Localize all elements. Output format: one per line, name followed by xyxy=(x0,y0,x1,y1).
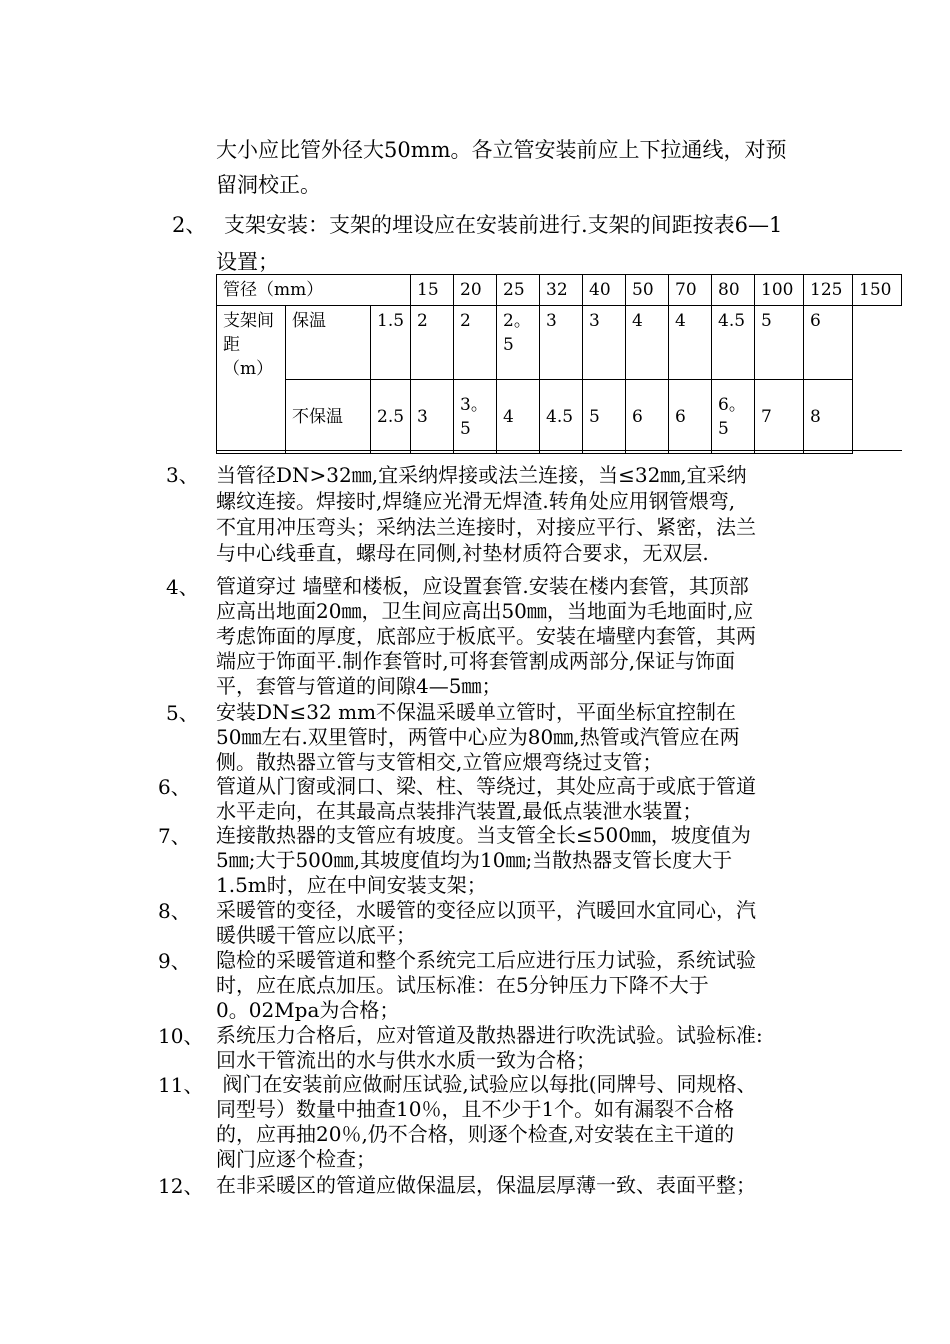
table-header-row xyxy=(217,275,902,306)
value-cell: 6 xyxy=(804,306,853,380)
value-cell: 2 xyxy=(454,306,497,380)
diameter-cell: 40 xyxy=(583,275,626,306)
item-number: 5、 xyxy=(166,701,199,725)
table-row-insulated xyxy=(217,306,902,380)
item-text: 在非采暖区的管道应做保温层，保温层厚薄一致、表面平整； xyxy=(216,1173,756,1197)
header-label: 管径（mm） xyxy=(217,275,411,306)
item-number: 2、 xyxy=(172,213,207,237)
table-row-uninsulated xyxy=(217,380,902,454)
item-number: 10、 xyxy=(158,1024,204,1048)
item-text: 采暖管的变径，水暖管的变径应以顶平，汽暖回水宜同心，汽 暖供暖干管应以底平； xyxy=(216,898,756,947)
value-cell: 2.5 xyxy=(371,380,411,454)
diameter-cell: 32 xyxy=(540,275,583,306)
value-cell: 7 xyxy=(755,380,804,454)
diameter-cell: 20 xyxy=(454,275,497,306)
intro-line-1: 大小应比管外径大50mm。各立管安装前应上下拉通线，对预 xyxy=(216,138,787,162)
value-cell: 3。5 xyxy=(454,380,497,454)
value-cell: 1.5 xyxy=(371,306,411,380)
value-cell: 3 xyxy=(583,306,626,380)
diameter-cell: 70 xyxy=(669,275,712,306)
value-cell: 4 xyxy=(497,380,540,454)
item-number: 6、 xyxy=(158,775,191,799)
item2-line-2: 设置； xyxy=(216,250,279,274)
value-cell: 6 xyxy=(669,380,712,454)
item-text: 隐检的采暖管道和整个系统完工后应进行压力试验，系统试验 时，应在底点加压。试压标准：在5分钟压力下降不大于 0。02Mpa为合格； xyxy=(216,948,756,1022)
item-text: 管道穿过 墙壁和楼板，应设置套管.安装在楼内套管，其顶部 应高出地面20㎜，卫生间应高出50㎜，当地面为毛地面时,应 考虑饰面的厚度，底部应于板底平。安装在墙壁内套管，其两 端应于饰面平.制作套管时,可将套管割成两部分,保证与饰面 平，套管与管道的间隙4—5㎜； xyxy=(216,574,756,698)
insulated-label: 保温 xyxy=(286,306,371,380)
diameter-cell: 25 xyxy=(497,275,540,306)
value-cell: 6。5 xyxy=(712,380,755,454)
item-number: 12、 xyxy=(158,1174,204,1198)
item-number: 4、 xyxy=(166,575,199,599)
support-spacing-table xyxy=(216,274,902,454)
item-number: 7、 xyxy=(158,824,191,848)
value-cell: 5 xyxy=(583,380,626,454)
value-cell: 4 xyxy=(669,306,712,380)
value-cell: 4 xyxy=(626,306,669,380)
item-text: 阀门在安装前应做耐压试验,试验应以每批(同牌号、同规格、 同型号）数量中抽查10％，且不少于1个。如有漏裂不合格 的，应再抽20％,仍不合格，则逐个检查,对安装在主干道的 阀门应逐个检查； xyxy=(216,1072,757,1171)
value-cell: 5 xyxy=(755,306,804,380)
diameter-cell: 125 xyxy=(804,275,853,306)
row-group-label: 支架间距（m） xyxy=(217,306,286,454)
item-text: 当管径DN>32㎜,宜采纳焊接或法兰连接，当≤32㎜,宜采纳 螺纹连接。焊接时,焊缝应光滑无焊渣.转角处应用钢管煨弯, 不宜用冲压弯头；采纳法兰连接时，对接应平行、紧密，法兰 与中心线垂直，螺母在同侧,衬垫材质符合要求，无双层. xyxy=(216,463,756,565)
value-cell: 2。5 xyxy=(497,306,540,380)
table-bottom-rule xyxy=(216,450,902,451)
value-cell: 6 xyxy=(626,380,669,454)
diameter-cell: 50 xyxy=(626,275,669,306)
value-cell: 4.5 xyxy=(540,380,583,454)
item-number: 8、 xyxy=(158,899,191,923)
item2-line-1: 支架安装：支架的埋设应在安装前进行.支架的间距按表6—1 xyxy=(224,213,783,237)
intro-line-2: 留洞校正。 xyxy=(216,173,321,197)
diameter-cell: 150 xyxy=(853,275,902,306)
item-text: 连接散热器的支管应有坡度。当支管全长≤500㎜，坡度值为 5㎜;大于500㎜,其坡度值均为10㎜;当散热器支管长度大于 1.5m时，应在中间安装支架； xyxy=(216,823,751,897)
item-number: 9、 xyxy=(158,949,191,973)
diameter-cell: 15 xyxy=(411,275,454,306)
diameter-cell: 80 xyxy=(712,275,755,306)
uninsulated-label: 不保温 xyxy=(286,380,371,454)
value-cell: 8 xyxy=(804,380,853,454)
diameter-cell: 100 xyxy=(755,275,804,306)
item-number: 3、 xyxy=(166,463,199,487)
value-cell: 3 xyxy=(411,380,454,454)
item-number: 11、 xyxy=(158,1073,204,1097)
value-cell: 2 xyxy=(411,306,454,380)
item-text: 系统压力合格后，应对管道及散热器进行吹洗试验。试验标准: 回水干管流出的水与供水水质一致为合格； xyxy=(216,1023,763,1072)
value-cell: 3 xyxy=(540,306,583,380)
item-text: 安装DN≤32 mm不保温采暖单立管时，平面坐标宜控制在 50㎜左右.双里管时，两管中心应为80㎜,热管或汽管应在两 侧。散热器立管与支管相交,立管应煨弯绕过支管； xyxy=(216,700,740,774)
item-text: 管道从门窗或洞口、梁、柱、等绕过，其处应高于或底于管道 水平走向，在其最高点装排汽装置,最低点装泄水装置； xyxy=(216,774,756,823)
value-cell: 4.5 xyxy=(712,306,755,380)
